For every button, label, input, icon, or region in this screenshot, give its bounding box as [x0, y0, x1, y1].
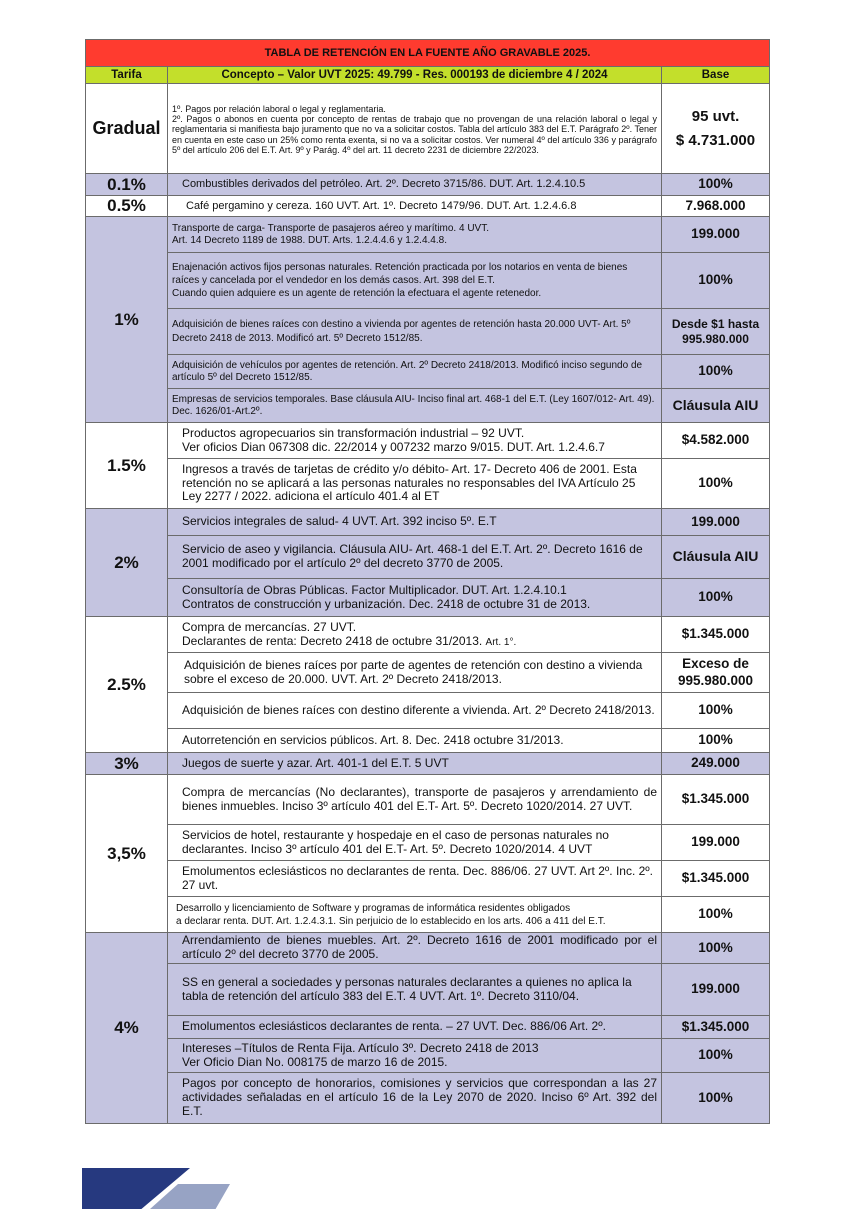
table-row [86, 309, 770, 355]
table-row [86, 509, 770, 536]
base-cell: 100% [662, 933, 770, 964]
tarifa-cell: 4% [86, 933, 168, 1124]
concepto-cell: Enajenación activos fijos personas naturales. Retención practicada por los notarios en venta de bienes raíces y cancelada por el vendedor en los demás casos. Art. 398 del E.T. Cuando quien adquiere es un agente de retención la efectuara el agente retenedor. [168, 253, 662, 309]
table-row [86, 355, 770, 389]
table-row [86, 825, 770, 861]
concepto-cell: Consultoría de Obras Públicas. Factor Multiplicador. DUT. Art. 1.2.4.10.1 Contratos de construcción y urbanización. Dec. 2418 de octubre 31 de 2013. [168, 579, 662, 617]
base-cell: 199.000 [662, 825, 770, 861]
concepto-cell: Desarrollo y licenciamiento de Software y programas de informática residentes obligados a declarar renta. DUT. Art. 1.2.4.3.1. Sin perjuicio de lo establecido en los arts. 406 a 411 del E.T. [168, 897, 662, 933]
table-row [86, 1016, 770, 1039]
concepto-cell: Empresas de servicios temporales. Base cláusula AIU- Inciso final art. 468-1 del E.T. (Ley 1607/012- Art. 49). Dec. 1626/01-Art.2º. [168, 389, 662, 423]
base-cell: $1.345.000 [662, 775, 770, 825]
table-row [86, 579, 770, 617]
concepto-cell: Servicios de hotel, restaurante y hospedaje en el caso de personas naturales no declarantes. Inciso 3º artículo 401 del E.T- Art. 5º. Decreto 1020/2014. 4 UVT [168, 825, 662, 861]
concepto-text: Compra de mercancías. 27 UVT. Declarantes de renta: Decreto 2418 de octubre 31/2013. [182, 619, 483, 648]
base-cell: 100% [662, 459, 770, 509]
table-title: TABLA DE RETENCIÓN EN LA FUENTE AÑO GRAVABLE 2025. [86, 40, 770, 67]
base-cell: 199.000 [662, 217, 770, 253]
concepto-cell: Compra de mercancías (No declarantes), transporte de pasajeros y arrendamiento de bienes inmuebles. Inciso 3º artículo 401 del E.T- Art. 5º. Decreto 1020/2014. 27 UVT. [168, 775, 662, 825]
concepto-cell: Pagos por concepto de honorarios, comisiones y servicios que correspondan a las 27 actividades señaladas en el artículo 16 de la Ley 2070 de 2020. Inciso 6º Art. 392 del E.T. [168, 1073, 662, 1124]
header-base: Base [662, 67, 770, 84]
header-row [86, 67, 770, 84]
table-row [86, 217, 770, 253]
concepto-cell: Adquisición de bienes raíces con destino a vivienda por agentes de retención hasta 20.000 UVT- Art. 5º Decreto 2418 de 2013. Modificó art. 5º Decreto 1512/85. [168, 309, 662, 355]
tarifa-cell: 0.1% [86, 174, 168, 196]
base-cell: 100% [662, 355, 770, 389]
base-cell: 199.000 [662, 964, 770, 1016]
table-row [86, 693, 770, 729]
table-row [86, 964, 770, 1016]
concepto-cell: Emolumentos eclesiásticos no declarantes de renta. Dec. 886/06. 27 UVT. Art 2º. Inc. 2º. 27 uvt. [168, 861, 662, 897]
concepto-cell: 1º. Pagos por relación laboral o legal y reglamentaria. 2º. Pagos o abonos en cuenta por concepto de rentas de trabajo que no provengan de una relación laboral o legal y reglamentaria si manifiesta bajo juramento que no va a solicitar costos. Tabla del artículo 383 del E.T. Parágrafo 2º. Tener en cuenta en este caso un 25% como renta exenta, si no va a solicitar costos. Ver numeral 4º del artículo 336 y parágrafo 5º del artículo 206 del E.T. Art. 9º y Parág. 4º del art. 11 decreto 2231 de diciembre 22/2023. [168, 84, 662, 174]
table-row [86, 196, 770, 217]
table-row [86, 617, 770, 653]
base-cell: 95 uvt. $ 4.731.000 [662, 84, 770, 174]
concepto-cell: Ingresos a través de tarjetas de crédito y/o débito- Art. 17- Decreto 406 de 2001. Esta retención no se aplicará a las personas naturales no responsables del IVA Artículo 25 Ley 2277 / 2022. adiciona el artículo 401.4 al ET [168, 459, 662, 509]
tarifa-cell: 2% [86, 509, 168, 617]
concepto-cell: Servicios integrales de salud- 4 UVT. Art. 392 inciso 5º. E.T [168, 509, 662, 536]
concepto-cell: Servicio de aseo y vigilancia. Cláusula AIU- Art. 468-1 del E.T. Art. 2º. Decreto 1616 de 2001 modificado por el artículo 2º del decreto 3770 de 2005. [168, 536, 662, 579]
base-cell: $4.582.000 [662, 423, 770, 459]
base-cell: 100% [662, 174, 770, 196]
table-row [86, 174, 770, 196]
concepto-cell: Arrendamiento de bienes muebles. Art. 2º. Decreto 1616 de 2001 modificado por el artículo 2º del decreto 3770 de 2005. [168, 933, 662, 964]
base-cell: 100% [662, 897, 770, 933]
base-cell: $1.345.000 [662, 1016, 770, 1039]
tarifa-cell: 2.5% [86, 617, 168, 753]
concepto-cell: Juegos de suerte y azar. Art. 401-1 del E.T. 5 UVT [168, 753, 662, 775]
table-row [86, 389, 770, 423]
base-cell: 100% [662, 1039, 770, 1073]
base-cell: 100% [662, 1073, 770, 1124]
table-row [86, 423, 770, 459]
base-cell: $1.345.000 [662, 617, 770, 653]
tarifa-cell: Gradual [86, 84, 168, 174]
table-row [86, 729, 770, 753]
header-tarifa: Tarifa [86, 67, 168, 84]
concepto-cell: Adquisición de bienes raíces por parte de agentes de retención con destino a vivienda sobre el exceso de 20.000. UVT. Art. 2º Decreto 2418/2013. [168, 653, 662, 693]
concepto-cell: Café pergamino y cereza. 160 UVT. Art. 1º. Decreto 1479/96. DUT. Art. 1.2.4.6.8 [168, 196, 662, 217]
table-row [86, 253, 770, 309]
concepto-cell: SS en general a sociedades y personas naturales declarantes a quienes no aplica la tabla de retención del artículo 383 del E.T. 4 UVT. Art. 1º. Decreto 3110/04. [168, 964, 662, 1016]
base-cell: 100% [662, 693, 770, 729]
concepto-cell [168, 617, 662, 653]
concepto-cell: Transporte de carga- Transporte de pasajeros aéreo y marítimo. 4 UVT. Art. 14 Decreto 1189 de 1988. DUT. Arts. 1.2.4.4.6 y 1.2.4.4.8. [168, 217, 662, 253]
concepto-cell: Autorretención en servicios públicos. Art. 8. Dec. 2418 octubre 31/2013. [168, 729, 662, 753]
table-row [86, 933, 770, 964]
base-cell: 100% [662, 729, 770, 753]
tarifa-cell: 1% [86, 217, 168, 423]
table-row [86, 1039, 770, 1073]
tarifa-cell: 0.5% [86, 196, 168, 217]
table-row [86, 775, 770, 825]
table-row [86, 897, 770, 933]
table-row [86, 753, 770, 775]
concepto-cell: Intereses –Títulos de Renta Fija. Artículo 3º. Decreto 2418 de 2013 Ver Oficio Dian No. 008175 de marzo 16 de 2015. [168, 1039, 662, 1073]
base-cell: Desde $1 hasta 995.980.000 [662, 309, 770, 355]
table-row [86, 536, 770, 579]
tarifa-cell: 3,5% [86, 775, 168, 933]
base-cell: 100% [662, 579, 770, 617]
concepto-cell: Productos agropecuarios sin transformación industrial – 92 UVT. Ver oficios Dian 067308 dic. 22/2014 y 007232 marzo 9/015. DUT. Art. 1.2.4.6.7 [168, 423, 662, 459]
concepto-cell: Adquisición de vehículos por agentes de retención. Art. 2º Decreto 2418/2013. Modificó inciso segundo de artículo 5º del Decreto 1512/85. [168, 355, 662, 389]
base-cell: Cláusula AIU [662, 536, 770, 579]
retention-table [85, 39, 770, 1124]
table-row [86, 653, 770, 693]
concepto-cell: Emolumentos eclesiásticos declarantes de renta. – 27 UVT. Dec. 886/06 Art. 2º. [168, 1016, 662, 1039]
base-cell: 7.968.000 [662, 196, 770, 217]
base-cell: $1.345.000 [662, 861, 770, 897]
base-cell: Cláusula AIU [662, 389, 770, 423]
concepto-cell: Adquisición de bienes raíces con destino diferente a vivienda. Art. 2º Decreto 2418/2013. [168, 693, 662, 729]
base-cell: Exceso de 995.980.000 [662, 653, 770, 693]
base-cell: 100% [662, 253, 770, 309]
table-row [86, 459, 770, 509]
table-row [86, 84, 770, 174]
table-row [86, 1073, 770, 1124]
base-cell: 249.000 [662, 753, 770, 775]
concepto-cell: Combustibles derivados del petróleo. Art. 2º. Decreto 3715/86. DUT. Art. 1.2.4.10.5 [168, 174, 662, 196]
concepto-article: Art. 1°. [485, 636, 517, 648]
base-cell: 199.000 [662, 509, 770, 536]
header-concepto: Concepto – Valor UVT 2025: 49.799 - Res. 000193 de diciembre 4 / 2024 [168, 67, 662, 84]
table-row [86, 861, 770, 897]
tarifa-cell: 3% [86, 753, 168, 775]
tarifa-cell: 1.5% [86, 423, 168, 509]
